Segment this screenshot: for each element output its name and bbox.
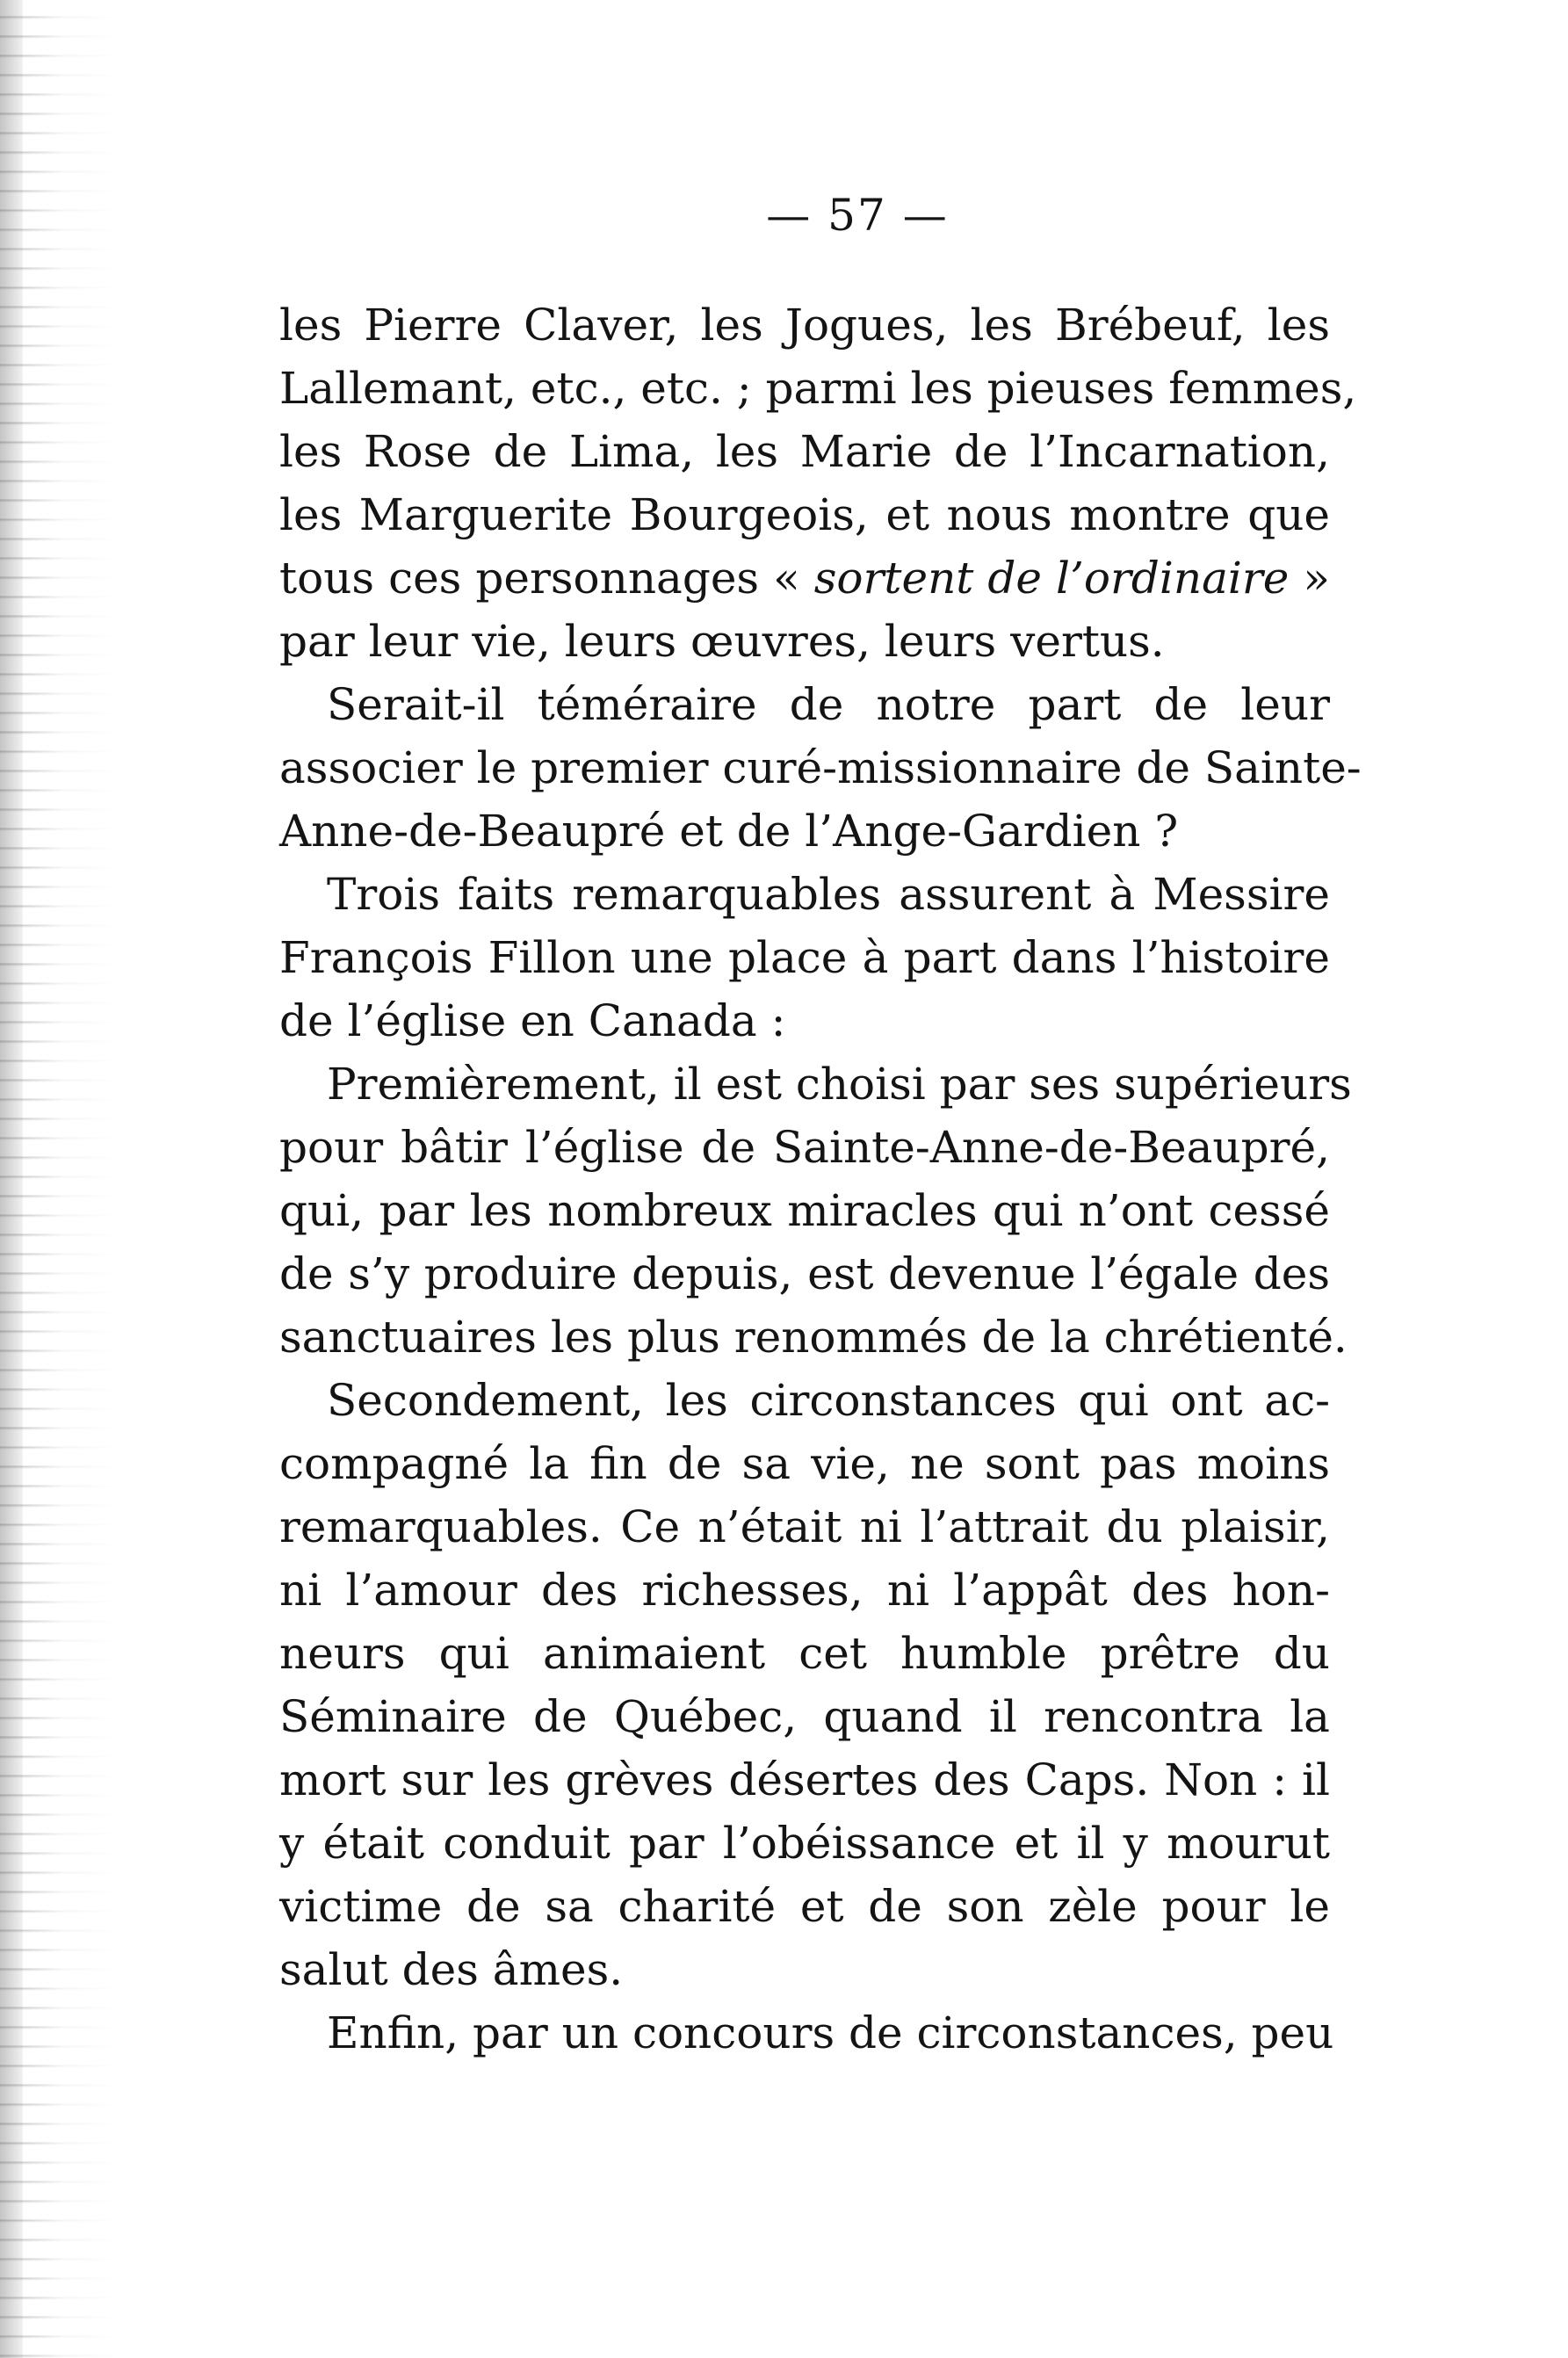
text-line: Trois faits remarquables assurent à Messire bbox=[327, 869, 1330, 920]
text-line: pour bâtir l’église de Sainte-Anne-de-Beaupré, bbox=[279, 1122, 1330, 1173]
text-line: Lallemant, etc., etc. ; parmi les pieuses femmes, bbox=[279, 363, 1357, 414]
paragraph bbox=[279, 1052, 1352, 1369]
text-line: sanctuaires les plus renommés de la chrétienté. bbox=[279, 1312, 1348, 1363]
text-line: y était conduit par l’obéissance et il y mourut bbox=[279, 1818, 1330, 1869]
book-page bbox=[279, 184, 1362, 2065]
paragraph bbox=[279, 2001, 1334, 2065]
text-line: de l’église en Canada : bbox=[279, 995, 786, 1046]
text-line: neurs qui animaient cet humble prêtre du bbox=[279, 1628, 1330, 1679]
text-line: François Fillon une place à part dans l’histoire bbox=[279, 932, 1330, 983]
text-line: associer le premier curé-missionnaire de Sainte- bbox=[279, 742, 1362, 793]
text-line: mort sur les grèves désertes des Caps. Non : il bbox=[279, 1754, 1330, 1805]
text-line: Séminaire de Québec, quand il rencontra la bbox=[279, 1691, 1330, 1742]
text-line: ni l’amour des richesses, ni l’appât des hon- bbox=[279, 1565, 1330, 1616]
text-fragment: » bbox=[1289, 553, 1331, 604]
text-line: de s’y produire depuis, est devenue l’égale des bbox=[279, 1248, 1330, 1299]
text-line: Serait-il téméraire de notre part de leur bbox=[327, 679, 1330, 730]
text-line: Enfin, par un concours de circonstances, peu bbox=[327, 2007, 1334, 2058]
text-line: Secondement, les circonstances qui ont ac- bbox=[327, 1375, 1330, 1426]
text-line: Premièrement, il est choisi par ses supérieurs bbox=[327, 1059, 1352, 1110]
paragraph bbox=[279, 673, 1362, 863]
text-line: qui, par les nombreux miracles qui n’ont cessé bbox=[279, 1185, 1330, 1236]
paragraph bbox=[279, 863, 1330, 1052]
text-line: les Rose de Lima, les Marie de l’Incarnation, bbox=[279, 426, 1330, 477]
text-line: victime de sa charité et de son zèle pour le bbox=[279, 1881, 1330, 1932]
scan-binding-edge bbox=[0, 0, 23, 2358]
text-line: les Pierre Claver, les Jogues, les Brébeuf, les bbox=[279, 300, 1330, 351]
italic-quote: sortent de l’ordinaire bbox=[813, 553, 1290, 604]
text-line: par leur vie, leurs œuvres, leurs vertus. bbox=[279, 616, 1165, 667]
paragraph bbox=[279, 1369, 1330, 2001]
text-line: remarquables. Ce n’était ni l’attrait du plaisir, bbox=[279, 1501, 1330, 1552]
text-line: compagné la fin de sa vie, ne sont pas moins bbox=[279, 1438, 1330, 1489]
text-line bbox=[279, 546, 1330, 610]
page-number: — 57 — bbox=[766, 190, 949, 241]
text-fragment: tous ces personnages « bbox=[279, 553, 814, 604]
text-line: les Marguerite Bourgeois, et nous montre que bbox=[279, 489, 1330, 540]
text-line: salut des âmes. bbox=[279, 1944, 624, 1995]
text-line: Anne-de-Beaupré et de l’Ange-Gardien ? bbox=[279, 806, 1179, 857]
paragraph bbox=[279, 293, 1357, 673]
